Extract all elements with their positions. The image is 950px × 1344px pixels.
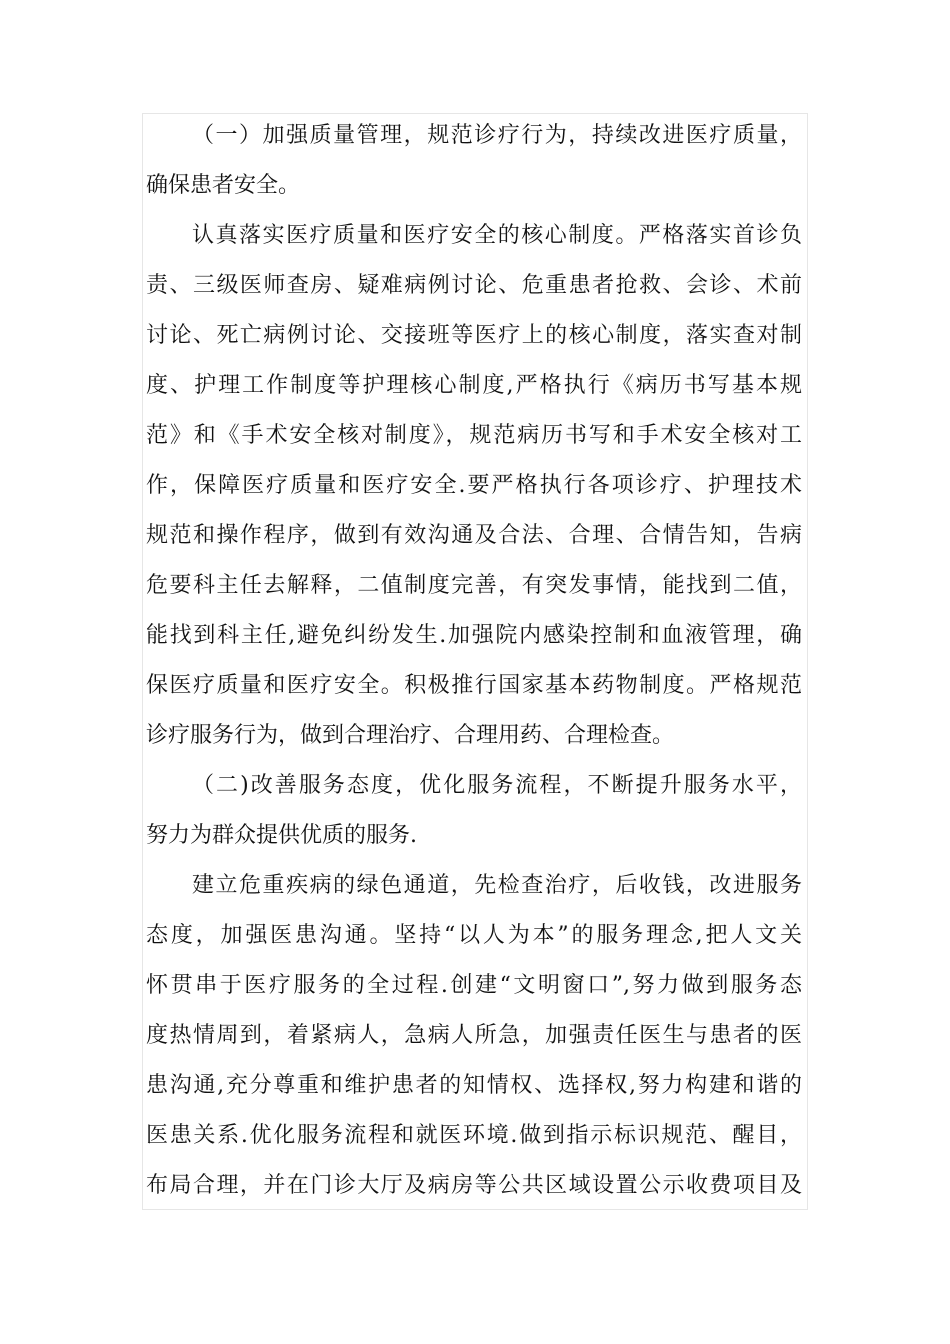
body-2-line-5: 患沟通,充分尊重和维护患者的知情权、选择权,努力构建和谐的 [146,1073,802,1098]
body-1-line-5: 范》和《手术安全核对制度》，规范病历书写和手术安全核对工 [146,423,802,448]
body-1-line-11: 诊疗服务行为，做到合理治疗、合理用药、合理检查。 [146,723,675,748]
heading-1-line-2: 确保患者安全。 [146,173,301,198]
body-1-line-8: 危要科主任去解释，二值制度完善，有突发事情，能找到二值， [146,573,802,598]
body-1-line-7: 规范和操作程序，做到有效沟通及合法、合理、合情告知，告病 [146,523,802,548]
body-1-line-2: 责、三级医师查房、疑难病例讨论、危重患者抢救、会诊、术前 [146,273,802,298]
heading-2-line-1: （二)改善服务态度，优化服务流程，不断提升服务水平， [192,773,802,798]
body-1-line-1: 认真落实医疗质量和医疗安全的核心制度。严格落实首诊负 [192,223,802,248]
body-2-line-7: 布局合理，并在门诊大厅及病房等公共区域设置公示收费项目及 [146,1173,802,1198]
body-1-line-6: 作，保障医疗质量和医疗安全.要严格执行各项诊疗、护理技术 [146,473,802,498]
body-1-line-9: 能找到科主任,避免纠纷发生.加强院内感染控制和血液管理，确 [146,623,802,648]
body-1-line-4: 度、护理工作制度等护理核心制度,严格执行《病历书写基本规 [146,373,802,398]
heading-2-line-2: 努力为群众提供优质的服务. [146,823,417,848]
body-2-line-6: 医患关系.优化服务流程和就医环境.做到指示标识规范、醒目， [146,1123,802,1148]
body-1-line-10: 保医疗质量和医疗安全。积极推行国家基本药物制度。严格规范 [146,673,802,698]
body-2-line-1: 建立危重疾病的绿色通道，先检查治疗，后收钱，改进服务 [192,873,802,898]
body-2-line-4: 度热情周到，着紧病人，急病人所急，加强责任医生与患者的医 [146,1023,802,1048]
body-1-line-3: 讨论、死亡病例讨论、交接班等医疗上的核心制度，落实查对制 [146,323,802,348]
body-2-line-2: 态度，加强医患沟通。坚持“以人为本”的服务理念,把人文关 [146,923,802,948]
body-2-line-3: 怀贯串于医疗服务的全过程.创建“文明窗口”,努力做到服务态 [146,973,802,998]
document-body [146,113,806,1210]
heading-1-line-1: （一）加强质量管理，规范诊疗行为，持续改进医疗质量， [192,123,802,148]
